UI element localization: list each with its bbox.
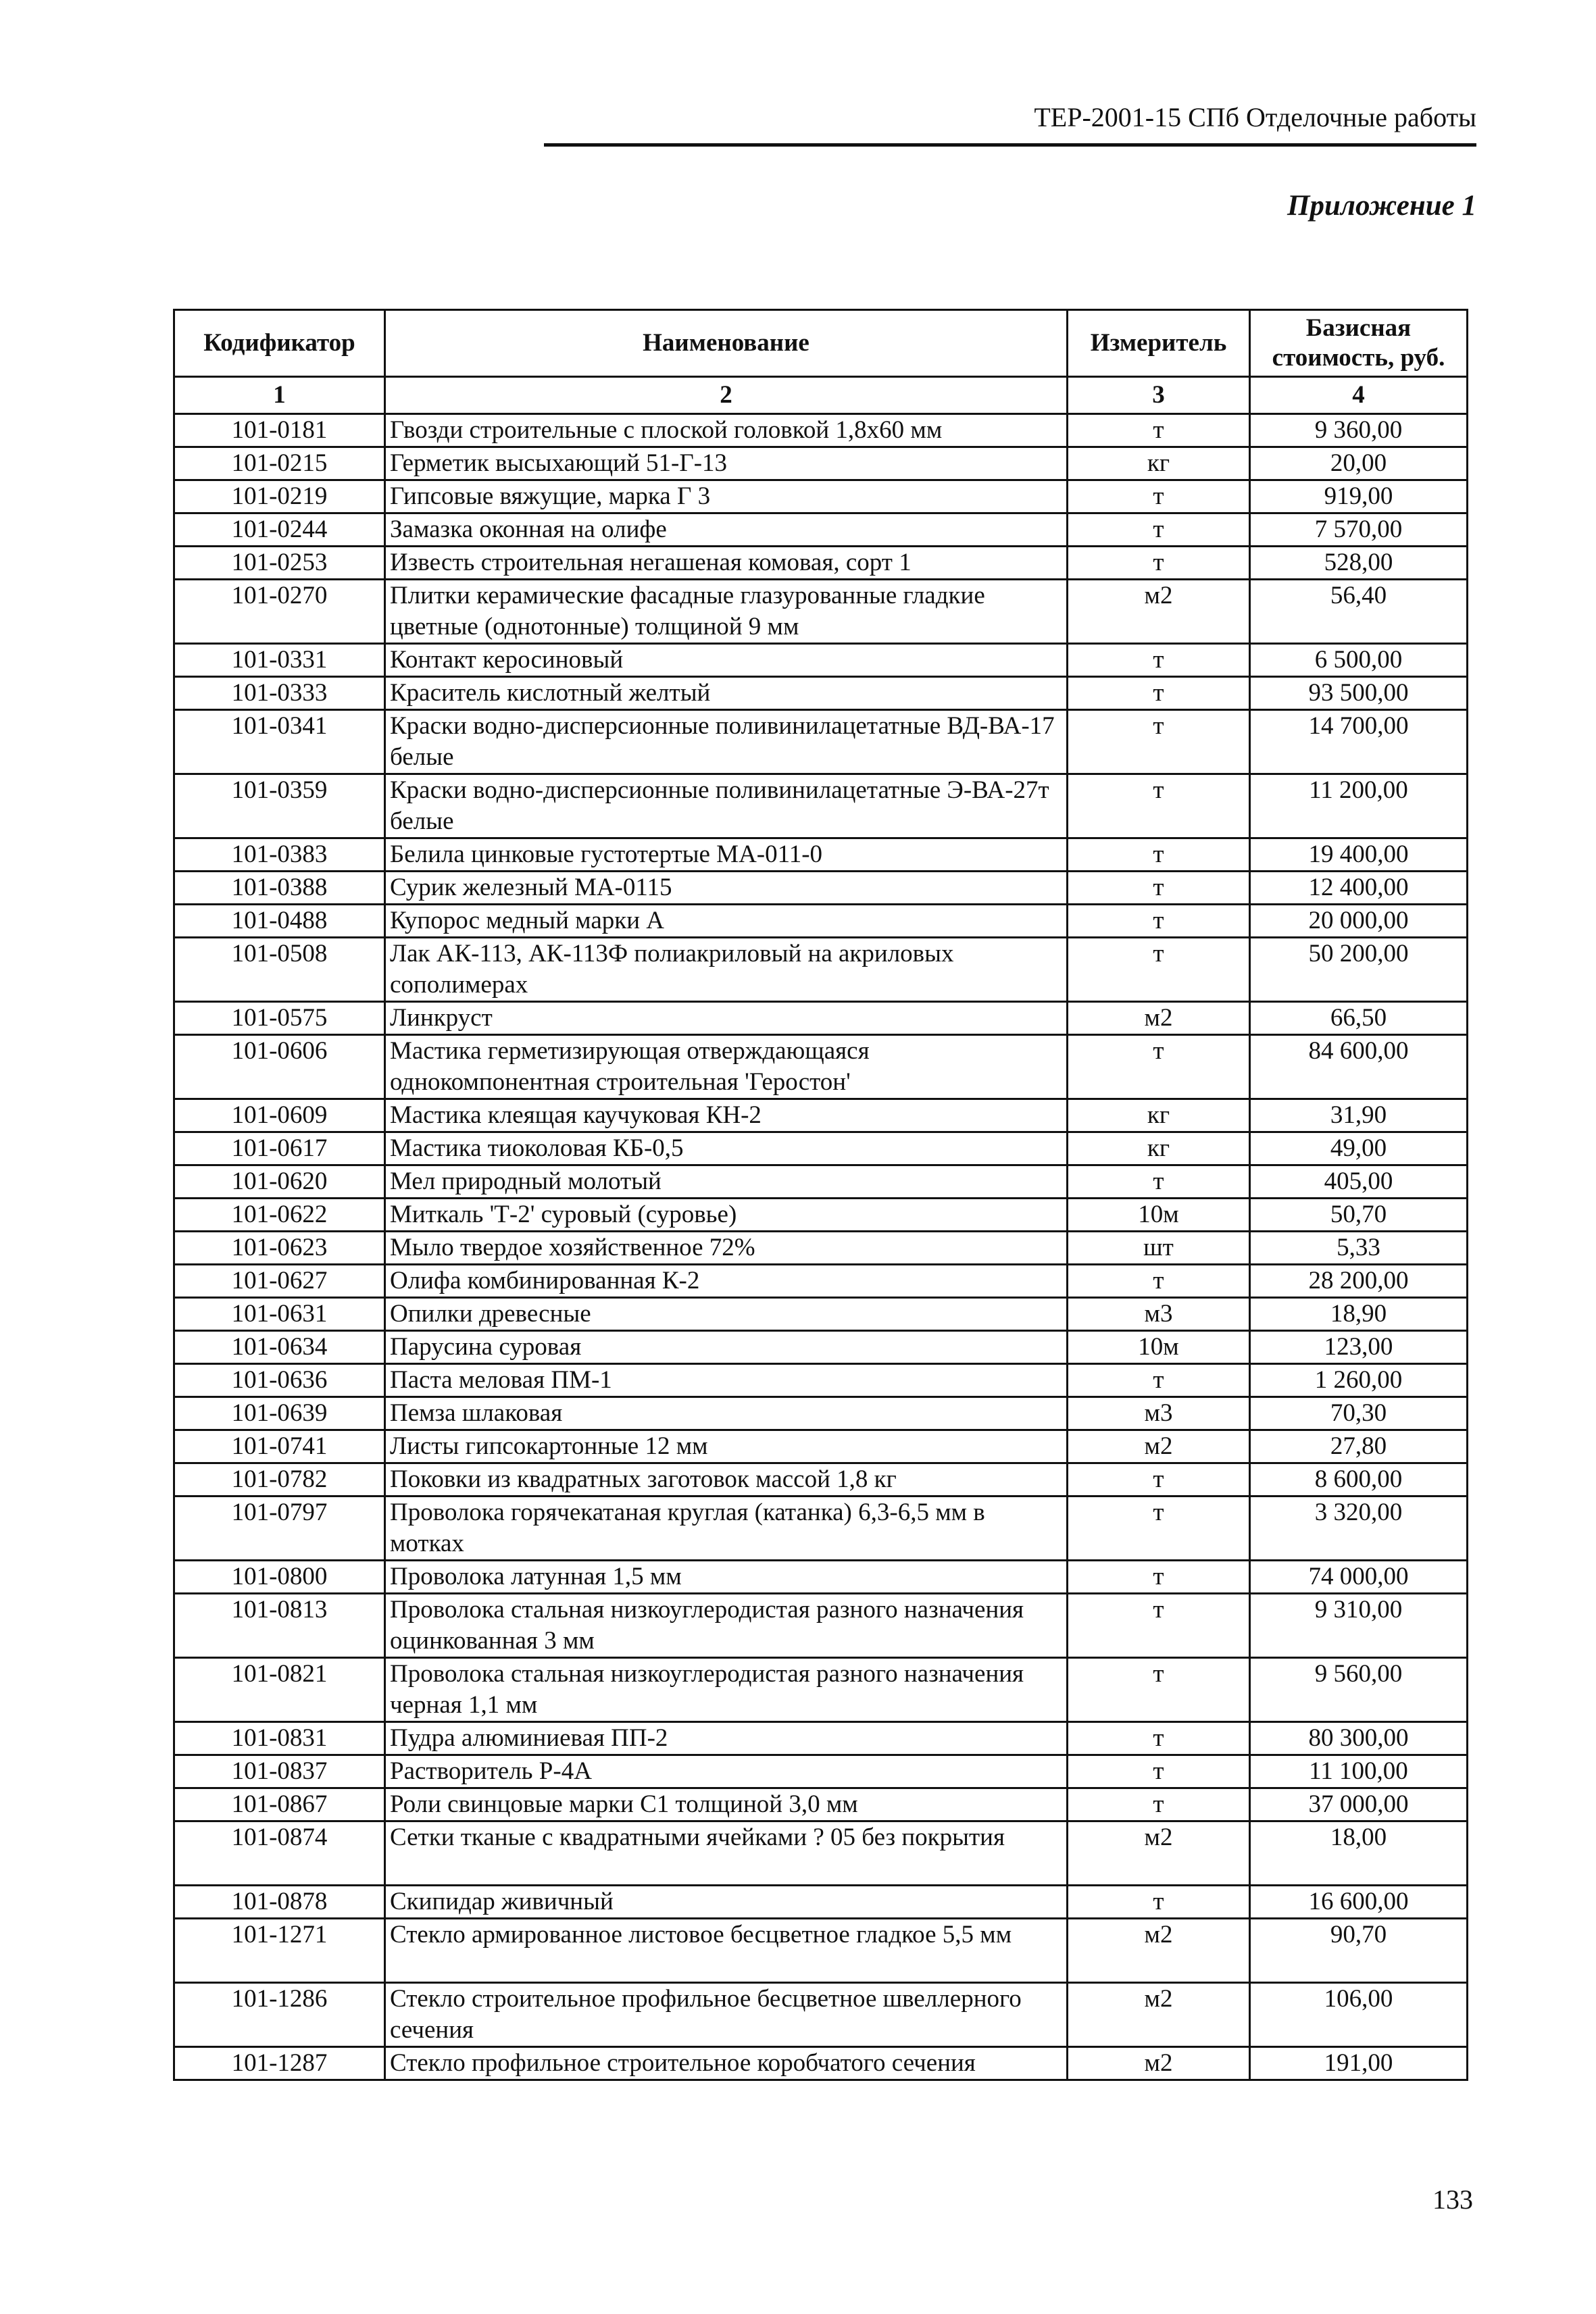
cell-unit: т [1068, 1886, 1250, 1919]
cell-unit: м2 [1068, 1821, 1250, 1886]
cell-unit: т [1068, 1594, 1250, 1658]
cell-name: Листы гипсокартонные 12 мм [385, 1430, 1068, 1463]
cell-name: Линкруст [385, 1002, 1068, 1035]
table-header [174, 310, 1468, 414]
cell-code: 101-0244 [174, 513, 385, 547]
cell-code: 101-0219 [174, 480, 385, 513]
cell-unit: 10м [1068, 1331, 1250, 1364]
cell-code: 101-1286 [174, 1983, 385, 2047]
table-row [174, 1298, 1468, 1331]
table-row [174, 480, 1468, 513]
table-row [174, 1821, 1468, 1886]
cell-code: 101-0333 [174, 677, 385, 710]
cell-code: 101-0620 [174, 1165, 385, 1199]
cell-name: Сурик железный МА-0115 [385, 872, 1068, 905]
cell-unit: т [1068, 1722, 1250, 1755]
cell-unit: т [1068, 838, 1250, 872]
cell-code: 101-0606 [174, 1035, 385, 1099]
cell-code: 101-0867 [174, 1788, 385, 1821]
cell-code: 101-1271 [174, 1919, 385, 1983]
cell-price: 31,90 [1250, 1099, 1468, 1132]
table-row [174, 1496, 1468, 1561]
cell-price: 20 000,00 [1250, 905, 1468, 938]
cell-price: 80 300,00 [1250, 1722, 1468, 1755]
cell-price: 50,70 [1250, 1199, 1468, 1232]
table-row [174, 1658, 1468, 1722]
table-row [174, 1886, 1468, 1919]
appendix-label: Приложение 1 [1287, 190, 1476, 222]
cell-code: 101-0634 [174, 1331, 385, 1364]
cell-code: 101-0800 [174, 1561, 385, 1594]
cell-price: 56,40 [1250, 580, 1468, 644]
table-row [174, 1561, 1468, 1594]
cell-name: Замазка оконная на олифе [385, 513, 1068, 547]
cell-code: 101-0623 [174, 1232, 385, 1265]
cell-name: Пемза шлаковая [385, 1397, 1068, 1430]
cell-name: Известь строительная негашеная комовая, сорт 1 [385, 547, 1068, 580]
cell-name: Гипсовые вяжущие, марка Г 3 [385, 480, 1068, 513]
cell-name: Краски водно-дисперсионные поливинилацетатные ВД-ВА-17 белые [385, 710, 1068, 774]
cell-unit: кг [1068, 447, 1250, 480]
cell-name: Мел природный молотый [385, 1165, 1068, 1199]
column-number: 3 [1068, 377, 1250, 414]
cell-unit: шт [1068, 1232, 1250, 1265]
cell-unit: м2 [1068, 1983, 1250, 2047]
table-row [174, 1364, 1468, 1397]
cell-name: Скипидар живичный [385, 1886, 1068, 1919]
cell-name: Мастика герметизирующая отверждающаяся однокомпонентная строительная 'Геростон' [385, 1035, 1068, 1099]
cell-unit: т [1068, 1788, 1250, 1821]
cell-name: Лак АК-113, АК-113Ф полиакриловый на акриловых сополимерах [385, 938, 1068, 1002]
cell-price: 405,00 [1250, 1165, 1468, 1199]
cell-code: 101-0741 [174, 1430, 385, 1463]
cell-code: 101-0821 [174, 1658, 385, 1722]
cell-unit: кг [1068, 1132, 1250, 1165]
cell-unit: т [1068, 1364, 1250, 1397]
cell-code: 101-0341 [174, 710, 385, 774]
header-divider [544, 143, 1476, 147]
cell-code: 101-0813 [174, 1594, 385, 1658]
table-row [174, 1463, 1468, 1496]
cell-unit: т [1068, 414, 1250, 447]
cell-name: Пудра алюминиевая ПП-2 [385, 1722, 1068, 1755]
cell-price: 5,33 [1250, 1232, 1468, 1265]
cell-price: 66,50 [1250, 1002, 1468, 1035]
cell-name: Плитки керамические фасадные глазурованные гладкие цветные (однотонные) толщиной 9 мм [385, 580, 1068, 644]
cell-code: 101-0359 [174, 774, 385, 838]
cell-name: Краситель кислотный желтый [385, 677, 1068, 710]
cell-price: 70,30 [1250, 1397, 1468, 1430]
table-row [174, 1983, 1468, 2047]
cell-price: 123,00 [1250, 1331, 1468, 1364]
table-row [174, 1919, 1468, 1983]
cell-price: 9 310,00 [1250, 1594, 1468, 1658]
column-number: 1 [174, 377, 385, 414]
table-row [174, 447, 1468, 480]
cell-name: Герметик высыхающий 51-Г-13 [385, 447, 1068, 480]
cell-unit: т [1068, 1561, 1250, 1594]
table-row [174, 1788, 1468, 1821]
cell-name: Миткаль 'Т-2' суровый (суровье) [385, 1199, 1068, 1232]
cell-name: Проволока стальная низкоуглеродистая разного назначения черная 1,1 мм [385, 1658, 1068, 1722]
cell-code: 101-0609 [174, 1099, 385, 1132]
cell-price: 16 600,00 [1250, 1886, 1468, 1919]
cell-price: 919,00 [1250, 480, 1468, 513]
cell-price: 528,00 [1250, 547, 1468, 580]
table-body [174, 414, 1468, 2080]
cell-unit: т [1068, 677, 1250, 710]
cell-unit: м2 [1068, 580, 1250, 644]
column-header-row [174, 310, 1468, 377]
cell-price: 9 560,00 [1250, 1658, 1468, 1722]
cell-code: 101-0388 [174, 872, 385, 905]
cell-price: 27,80 [1250, 1430, 1468, 1463]
cell-unit: м3 [1068, 1298, 1250, 1331]
cell-price: 18,00 [1250, 1821, 1468, 1886]
cell-code: 101-0636 [174, 1364, 385, 1397]
cell-price: 74 000,00 [1250, 1561, 1468, 1594]
cell-price: 20,00 [1250, 447, 1468, 480]
cell-name: Проволока стальная низкоуглеродистая разного назначения оцинкованная 3 мм [385, 1594, 1068, 1658]
cell-price: 14 700,00 [1250, 710, 1468, 774]
cell-code: 101-0253 [174, 547, 385, 580]
cell-name: Паста меловая ПМ-1 [385, 1364, 1068, 1397]
cell-price: 84 600,00 [1250, 1035, 1468, 1099]
table-row [174, 1002, 1468, 1035]
column-number: 4 [1250, 377, 1468, 414]
cell-name: Поковки из квадратных заготовок массой 1,8 кг [385, 1463, 1068, 1496]
cell-unit: т [1068, 1658, 1250, 1722]
column-header-price: Базисная стоимость, руб. [1250, 310, 1468, 377]
cell-unit: м2 [1068, 1002, 1250, 1035]
cell-price: 3 320,00 [1250, 1496, 1468, 1561]
table-row [174, 1199, 1468, 1232]
cell-code: 101-0639 [174, 1397, 385, 1430]
cell-price: 191,00 [1250, 2047, 1468, 2080]
cell-unit: кг [1068, 1099, 1250, 1132]
cell-code: 101-0575 [174, 1002, 385, 1035]
column-header-code: Кодификатор [174, 310, 385, 377]
table-row [174, 1035, 1468, 1099]
cell-name: Проволока горячекатаная круглая (катанка) 6,3-6,5 мм в мотках [385, 1496, 1068, 1561]
cell-code: 101-0270 [174, 580, 385, 644]
table-row [174, 644, 1468, 677]
cell-code: 101-0383 [174, 838, 385, 872]
cell-code: 101-1287 [174, 2047, 385, 2080]
cell-code: 101-0874 [174, 1821, 385, 1886]
column-number-row [174, 377, 1468, 414]
cell-code: 101-0837 [174, 1755, 385, 1788]
table-row [174, 1331, 1468, 1364]
cell-code: 101-0797 [174, 1496, 385, 1561]
cell-price: 37 000,00 [1250, 1788, 1468, 1821]
table-row [174, 710, 1468, 774]
cell-price: 12 400,00 [1250, 872, 1468, 905]
cell-code: 101-0508 [174, 938, 385, 1002]
cell-name: Проволока латунная 1,5 мм [385, 1561, 1068, 1594]
cell-name: Мыло твердое хозяйственное 72% [385, 1232, 1068, 1265]
cell-unit: т [1068, 1496, 1250, 1561]
cell-name: Роли свинцовые марки С1 толщиной 3,0 мм [385, 1788, 1068, 1821]
cell-price: 18,90 [1250, 1298, 1468, 1331]
cell-name: Опилки древесные [385, 1298, 1068, 1331]
cell-name: Контакт керосиновый [385, 644, 1068, 677]
table-row [174, 414, 1468, 447]
table-row [174, 1594, 1468, 1658]
cell-name: Стекло армированное листовое бесцветное гладкое 5,5 мм [385, 1919, 1068, 1983]
cell-name: Мастика тиоколовая КБ-0,5 [385, 1132, 1068, 1165]
cell-code: 101-0631 [174, 1298, 385, 1331]
cell-code: 101-0878 [174, 1886, 385, 1919]
cell-unit: т [1068, 513, 1250, 547]
cell-name: Белила цинковые густотертые МА-011-0 [385, 838, 1068, 872]
cell-price: 19 400,00 [1250, 838, 1468, 872]
cell-code: 101-0488 [174, 905, 385, 938]
cell-name: Парусина суровая [385, 1331, 1068, 1364]
column-header-unit: Измеритель [1068, 310, 1250, 377]
table-row [174, 1099, 1468, 1132]
cell-price: 9 360,00 [1250, 414, 1468, 447]
table-row [174, 547, 1468, 580]
cell-unit: м3 [1068, 1397, 1250, 1430]
cell-name: Сетки тканые с квадратными ячейками ? 05 без покрытия [385, 1821, 1068, 1886]
cell-unit: т [1068, 938, 1250, 1002]
cell-unit: т [1068, 1463, 1250, 1496]
price-table [173, 309, 1468, 2081]
cell-code: 101-0331 [174, 644, 385, 677]
cell-code: 101-0622 [174, 1199, 385, 1232]
cell-code: 101-0617 [174, 1132, 385, 1165]
cell-price: 90,70 [1250, 1919, 1468, 1983]
page-header-title: ТЕР-2001-15 СПб Отделочные работы [1034, 102, 1476, 132]
cell-unit: т [1068, 905, 1250, 938]
cell-unit: т [1068, 774, 1250, 838]
cell-code: 101-0627 [174, 1265, 385, 1298]
cell-price: 11 100,00 [1250, 1755, 1468, 1788]
cell-name: Мастика клеящая каучуковая КН-2 [385, 1099, 1068, 1132]
cell-unit: т [1068, 1265, 1250, 1298]
table-row [174, 872, 1468, 905]
cell-name: Стекло профильное строительное коробчатого сечения [385, 2047, 1068, 2080]
cell-code: 101-0181 [174, 414, 385, 447]
cell-unit: т [1068, 872, 1250, 905]
table-row [174, 1232, 1468, 1265]
cell-unit: т [1068, 644, 1250, 677]
cell-code: 101-0215 [174, 447, 385, 480]
cell-unit: т [1068, 480, 1250, 513]
cell-unit: м2 [1068, 1430, 1250, 1463]
cell-unit: м2 [1068, 1919, 1250, 1983]
table-row [174, 774, 1468, 838]
cell-code: 101-0782 [174, 1463, 385, 1496]
cell-unit: т [1068, 1165, 1250, 1199]
table-row [174, 905, 1468, 938]
table-row [174, 1165, 1468, 1199]
cell-price: 1 260,00 [1250, 1364, 1468, 1397]
page-number: 133 [1432, 2184, 1473, 2215]
cell-name: Растворитель Р-4А [385, 1755, 1068, 1788]
cell-price: 8 600,00 [1250, 1463, 1468, 1496]
cell-price: 50 200,00 [1250, 938, 1468, 1002]
cell-unit: т [1068, 1035, 1250, 1099]
cell-unit: м2 [1068, 2047, 1250, 2080]
table-row [174, 1265, 1468, 1298]
table-row [174, 677, 1468, 710]
column-header-name: Наименование [385, 310, 1068, 377]
table-row [174, 580, 1468, 644]
cell-price: 7 570,00 [1250, 513, 1468, 547]
table-row [174, 2047, 1468, 2080]
cell-unit: т [1068, 710, 1250, 774]
cell-price: 93 500,00 [1250, 677, 1468, 710]
table-row [174, 1397, 1468, 1430]
table-row [174, 1722, 1468, 1755]
cell-price: 6 500,00 [1250, 644, 1468, 677]
table-row [174, 1755, 1468, 1788]
cell-unit: т [1068, 547, 1250, 580]
cell-name: Стекло строительное профильное бесцветное швеллерного сечения [385, 1983, 1068, 2047]
cell-unit: 10м [1068, 1199, 1250, 1232]
cell-price: 28 200,00 [1250, 1265, 1468, 1298]
cell-name: Олифа комбинированная К-2 [385, 1265, 1068, 1298]
table-row [174, 838, 1468, 872]
cell-name: Купорос медный марки А [385, 905, 1068, 938]
column-number: 2 [385, 377, 1068, 414]
table-row [174, 1132, 1468, 1165]
table-row [174, 513, 1468, 547]
cell-name: Краски водно-дисперсионные поливинилацетатные Э-ВА-27т белые [385, 774, 1068, 838]
cell-unit: т [1068, 1755, 1250, 1788]
cell-price: 11 200,00 [1250, 774, 1468, 838]
cell-name: Гвозди строительные с плоской головкой 1,8х60 мм [385, 414, 1068, 447]
table-row [174, 938, 1468, 1002]
cell-price: 106,00 [1250, 1983, 1468, 2047]
table-row [174, 1430, 1468, 1463]
cell-price: 49,00 [1250, 1132, 1468, 1165]
cell-code: 101-0831 [174, 1722, 385, 1755]
